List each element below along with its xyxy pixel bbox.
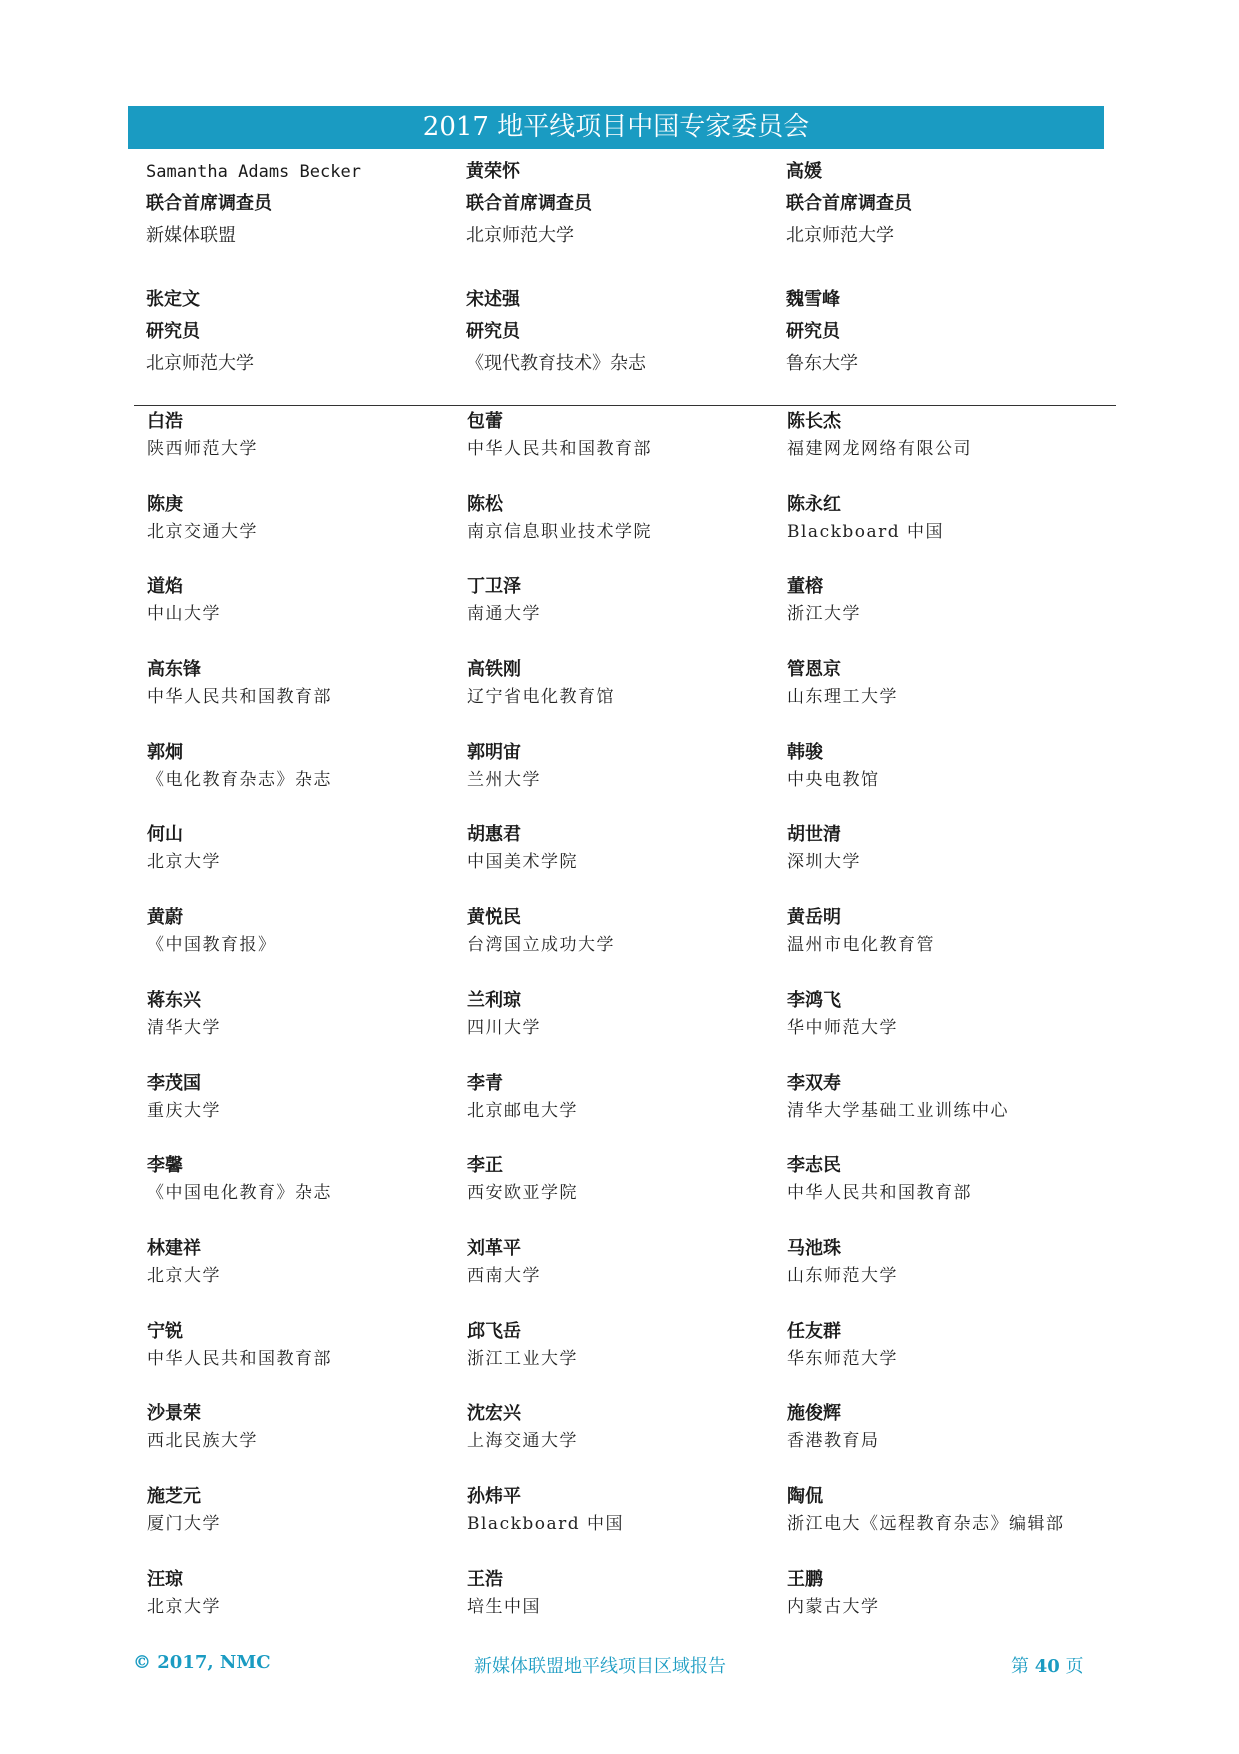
member-entry: [467, 573, 787, 656]
member-entry: [147, 656, 467, 739]
member-name: 汪琼: [147, 1568, 183, 1590]
member-org: 清华大学: [147, 1017, 221, 1038]
member-name: 黄岳明: [787, 907, 841, 929]
member-org: 四川大学: [467, 1017, 541, 1038]
member-org: 华中师范大学: [787, 1017, 898, 1038]
member-org: 山东理工大学: [787, 687, 898, 708]
member-org: 《电化教育杂志》杂志: [147, 769, 332, 790]
page-prefix: 第: [1011, 1656, 1029, 1677]
member-org: 兰州大学: [467, 769, 541, 790]
member-entry: [787, 1318, 1107, 1401]
member-org: 清华大学基础工业训练中心: [787, 1100, 1009, 1121]
member-row: [147, 904, 1107, 987]
member-org: 浙江大学: [787, 604, 861, 625]
member-entry: [147, 1152, 467, 1235]
member-entry: [467, 1152, 787, 1235]
member-name: 张定文: [146, 289, 200, 310]
member-name: 黄荣怀: [466, 161, 520, 182]
core-member: [786, 284, 1106, 412]
core-member: [786, 156, 1106, 284]
member-org: 北京师范大学: [786, 225, 894, 246]
core-member: [466, 156, 786, 284]
member-name: 刘革平: [467, 1237, 521, 1259]
member-entry: [147, 408, 467, 491]
member-org: 北京交通大学: [147, 521, 258, 542]
member-entry: [147, 573, 467, 656]
member-entry: [147, 1318, 467, 1401]
core-member: [146, 156, 466, 284]
member-name: 丁卫泽: [467, 576, 521, 598]
footer-page-number: [1011, 1652, 1084, 1678]
member-org: 《中国电化教育》杂志: [147, 1183, 332, 1204]
member-name: 兰利琼: [467, 989, 521, 1011]
member-entry: [147, 1070, 467, 1153]
member-entry: [787, 987, 1107, 1070]
core-member: [146, 284, 466, 412]
core-team: [146, 156, 1106, 412]
member-name: 李双寿: [787, 1072, 841, 1094]
member-name: 王浩: [467, 1568, 503, 1590]
member-entry: [467, 408, 787, 491]
member-org: 中国美术学院: [467, 852, 578, 873]
member-list: [147, 408, 1107, 1648]
member-name: 董榕: [787, 576, 823, 598]
member-org: 浙江工业大学: [467, 1348, 578, 1369]
member-entry: [467, 1566, 787, 1649]
member-name: 李志民: [787, 1155, 841, 1177]
member-name: Samantha Adams Becker: [146, 162, 361, 182]
member-org: 厦门大学: [147, 1513, 221, 1534]
member-name: 李正: [467, 1155, 503, 1177]
member-entry: [467, 491, 787, 574]
member-entry: [467, 1400, 787, 1483]
member-name: 何山: [147, 824, 183, 846]
member-row: [147, 1318, 1107, 1401]
footer-report-title: 新媒体联盟地平线项目区域报告: [474, 1656, 726, 1677]
member-entry: [787, 1400, 1107, 1483]
member-role: 联合首席调查员: [466, 193, 592, 214]
member-entry: [787, 573, 1107, 656]
member-entry: [467, 904, 787, 987]
member-entry: [147, 491, 467, 574]
member-org: 南通大学: [467, 604, 541, 625]
member-org: 台湾国立成功大学: [467, 935, 615, 956]
member-name: 宁锐: [147, 1320, 183, 1342]
member-name: 包蕾: [467, 411, 503, 432]
member-row: [147, 1483, 1107, 1566]
member-entry: [787, 821, 1107, 904]
member-org: 中华人民共和国教育部: [147, 687, 332, 708]
member-row: [147, 739, 1107, 822]
member-name: 任友群: [787, 1320, 841, 1342]
member-row: [147, 987, 1107, 1070]
member-entry: [787, 408, 1107, 491]
member-org: 中华人民共和国教育部: [787, 1183, 972, 1204]
member-entry: [147, 1235, 467, 1318]
member-entry: [787, 1483, 1107, 1566]
member-entry: [787, 1566, 1107, 1649]
member-name: 李青: [467, 1072, 503, 1094]
member-entry: [787, 1070, 1107, 1153]
member-name: 管恩京: [787, 659, 841, 681]
member-org: 北京大学: [147, 1596, 221, 1617]
member-role: 联合首席调查员: [146, 193, 272, 214]
member-name: 道焰: [147, 576, 183, 598]
member-org: 陕西师范大学: [147, 439, 258, 459]
member-entry: [467, 1070, 787, 1153]
member-entry: [147, 821, 467, 904]
member-name: 郭炯: [147, 741, 183, 763]
member-org: 新媒体联盟: [146, 225, 236, 246]
member-org: Blackboard 中国: [467, 1513, 625, 1534]
member-row: [147, 1070, 1107, 1153]
member-org: 浙江电大《远程教育杂志》编辑部: [787, 1513, 1065, 1534]
member-entry: [467, 739, 787, 822]
member-org: 深圳大学: [787, 852, 861, 873]
member-entry: [147, 1400, 467, 1483]
member-entry: [787, 656, 1107, 739]
member-name: 李馨: [147, 1155, 183, 1177]
member-name: 林建祥: [147, 1237, 201, 1259]
member-entry: [147, 1566, 467, 1649]
member-org: 中华人民共和国教育部: [147, 1348, 332, 1369]
member-org: 山东师范大学: [787, 1265, 898, 1286]
member-org: 北京师范大学: [466, 225, 574, 246]
member-row: [147, 491, 1107, 574]
member-name: 白浩: [147, 411, 183, 432]
member-org: 福建网龙网络有限公司: [787, 439, 972, 459]
member-name: 胡惠君: [467, 824, 521, 846]
member-row: [147, 1566, 1107, 1649]
member-entry: [147, 1483, 467, 1566]
member-org: 西北民族大学: [147, 1431, 258, 1452]
member-entry: [467, 987, 787, 1070]
page-title: 2017 地平线项目中国专家委员会: [128, 106, 1104, 149]
member-org: 北京邮电大学: [467, 1100, 578, 1121]
member-name: 王鹏: [787, 1568, 823, 1590]
member-name: 黄蔚: [147, 907, 183, 929]
member-name: 陶侃: [787, 1485, 823, 1507]
member-row: [147, 1235, 1107, 1318]
member-name: 李茂国: [147, 1072, 201, 1094]
member-entry: [467, 821, 787, 904]
member-name: 魏雪峰: [786, 289, 840, 310]
member-org: 北京大学: [147, 1265, 221, 1286]
member-entry: [787, 904, 1107, 987]
member-entry: [467, 1318, 787, 1401]
page-number: 40: [1034, 1656, 1060, 1677]
member-org: 香港教育局: [787, 1431, 880, 1452]
member-name: 邱飞岳: [467, 1320, 521, 1342]
member-org: 北京大学: [147, 852, 221, 873]
member-org: 培生中国: [467, 1596, 541, 1617]
member-entry: [147, 904, 467, 987]
member-org: Blackboard 中国: [787, 521, 945, 542]
member-name: 李鸿飞: [787, 989, 841, 1011]
member-org: 内蒙古大学: [787, 1596, 880, 1617]
section-divider: [134, 405, 1116, 406]
member-name: 高铁刚: [467, 659, 521, 681]
member-name: 郭明宙: [467, 741, 521, 763]
member-org: 中央电教馆: [787, 769, 880, 790]
member-org: 西南大学: [467, 1265, 541, 1286]
member-name: 宋述强: [466, 289, 520, 310]
member-entry: [467, 656, 787, 739]
member-org: 北京师范大学: [146, 353, 254, 374]
member-entry: [467, 1483, 787, 1566]
footer-copyright: © 2017, NMC: [133, 1652, 271, 1673]
member-name: 施俊辉: [787, 1403, 841, 1425]
member-name: 黄悦民: [467, 907, 521, 929]
member-name: 韩骏: [787, 741, 823, 763]
member-name: 胡世清: [787, 824, 841, 846]
member-name: 施芝元: [147, 1485, 201, 1507]
member-row: [147, 1152, 1107, 1235]
member-entry: [787, 1152, 1107, 1235]
member-org: 南京信息职业技术学院: [467, 521, 652, 542]
member-role: 研究员: [146, 321, 200, 342]
member-name: 沙景荣: [147, 1403, 201, 1425]
member-org: 辽宁省电化教育馆: [467, 687, 615, 708]
member-name: 沈宏兴: [467, 1403, 521, 1425]
member-name: 陈永红: [787, 493, 841, 515]
member-entry: [147, 987, 467, 1070]
member-org: 中华人民共和国教育部: [467, 439, 652, 459]
member-org: 中山大学: [147, 604, 221, 625]
member-entry: [787, 491, 1107, 574]
member-org: 鲁东大学: [786, 353, 858, 374]
member-name: 陈松: [467, 493, 503, 515]
member-row: [147, 408, 1107, 491]
member-entry: [147, 739, 467, 822]
member-org: 《现代教育技术》杂志: [466, 353, 646, 374]
member-name: 马池珠: [787, 1237, 841, 1259]
member-entry: [787, 739, 1107, 822]
member-name: 陈庚: [147, 493, 183, 515]
core-team-row: [146, 156, 1106, 284]
member-org: 西安欧亚学院: [467, 1183, 578, 1204]
member-row: [147, 1400, 1107, 1483]
member-org: 温州市电化教育管: [787, 935, 935, 956]
member-name: 孙炜平: [467, 1485, 521, 1507]
member-row: [147, 821, 1107, 904]
member-name: 陈长杰: [787, 411, 841, 432]
member-org: 《中国教育报》: [147, 935, 277, 956]
member-role: 研究员: [786, 321, 840, 342]
member-row: [147, 573, 1107, 656]
member-org: 重庆大学: [147, 1100, 221, 1121]
member-role: 联合首席调查员: [786, 193, 912, 214]
core-member: [466, 284, 786, 412]
core-team-row: [146, 284, 1106, 412]
member-name: 高东锋: [147, 659, 201, 681]
member-name: 高媛: [786, 161, 822, 182]
member-entry: [467, 1235, 787, 1318]
member-row: [147, 656, 1107, 739]
member-role: 研究员: [466, 321, 520, 342]
member-org: 华东师范大学: [787, 1348, 898, 1369]
member-org: 上海交通大学: [467, 1431, 578, 1452]
member-name: 蒋东兴: [147, 989, 201, 1011]
page-suffix: 页: [1065, 1656, 1084, 1677]
member-entry: [787, 1235, 1107, 1318]
